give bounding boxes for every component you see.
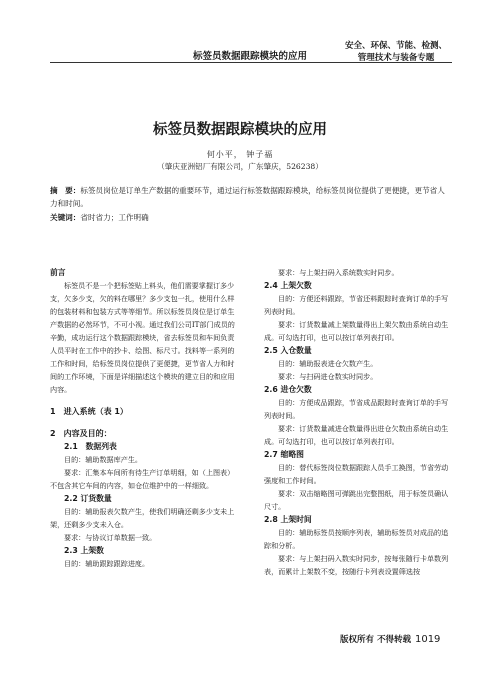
section-2-4-heading: 2.4 上架欠数	[264, 281, 312, 290]
page-number: 1019	[414, 634, 441, 645]
intro-heading: 前言	[50, 268, 66, 277]
section-2-7-heading: 2.7 缩略图	[264, 450, 304, 459]
section-1-heading: 1 进入系统（表 1）	[50, 407, 128, 416]
authors: 何小平， 钟子福	[206, 150, 274, 159]
section-label-line1: 安全、环保、节能、检测、	[344, 41, 447, 51]
section-2-5-requirement: 要求：与扫码进仓数实时同步。	[278, 372, 378, 381]
section-2-8-heading: 2.8 上架时间	[264, 515, 312, 524]
abstract-text: 标签员岗位是订单生产数据的重要环节，通过运行标签数据跟踪模块，给标签员岗位提供了更便捷，更节省人力和时间。	[50, 186, 445, 208]
section-2-3-requirement: 要求：与上架扫码入系统数实时同步。	[278, 268, 399, 277]
section-2-6-purpose: 目的：方便成品跟踪，节省成品跟踪时查询订单的手写列表时间。	[264, 398, 449, 420]
paper-title: 标签员数据跟踪模块的应用	[153, 122, 327, 138]
left-column	[50, 266, 238, 570]
header-rule	[50, 62, 452, 63]
section-2-8-purpose: 目的：辅助标签员按顺序列表，辅助标签员对成品的追踪和分析。	[264, 528, 449, 550]
right-column	[264, 266, 452, 578]
section-2-6-requirement: 要求：订货数量减进仓数量得出进仓欠数由系统自动生成。可勾选打印，也可以按订单列表打印。	[264, 424, 449, 446]
section-2-8-requirement: 要求：与上架扫码入数实时同步，按每张随行卡单数列表，而累计上架数不变，按随行卡列表设置筛选按	[264, 554, 449, 576]
section-2-2-requirement: 要求：与协议订单数据一致。	[64, 533, 157, 542]
section-label-line2: 管理技术与装备专题	[357, 53, 435, 63]
abstract-label: 摘 要：	[50, 186, 81, 195]
section-2-4-purpose: 目的：方便还料跟踪，节省还料跟踪时查询订单的手写列表时间。	[264, 294, 449, 316]
section-2-1-requirement: 要求：汇集本车间所有待生产订单明细，如（上图表）不包含其它车间的内容，如仓位维护中的一样细致。	[50, 468, 235, 490]
section-2-2-heading: 2.2 订货数量	[64, 494, 112, 503]
keywords-label: 关键词：	[50, 213, 81, 222]
section-label	[340, 40, 452, 64]
section-2-1-heading: 2.1 数据列表	[64, 442, 117, 451]
section-2-7-purpose: 目的：替代标签岗位数据跟踪人员手工换图，节省劳动强度和工作时间。	[264, 463, 449, 485]
section-2-heading: 2 内容及目的：	[50, 429, 112, 438]
section-2-3-purpose: 目的：辅助跟踪跟踪进度。	[64, 559, 150, 568]
intro-paragraph: 标签员不是一个把标签贴上料头，他们需要掌握订多少支，欠多少支，欠的料在哪里？多少支包一扎，使用什么样的包装材料和包装方式等等细节。所以标签员岗位是订单生产数据的必然环节，不可小视。通过我们公司IT部门成员的辛勤，成功运行这个数据跟踪模块，省去标签员和车间负责人员平时在工作中的抄卡、绘图、标尺寸。找料等一系列的工作和时间，给标签员岗位提供了更便捷，更节省人力和时间的工作环境，下面是详细描述这个模块的建立目的和应用内容。	[50, 281, 235, 394]
keywords	[50, 212, 149, 223]
running-title: 标签员数据跟踪模块的应用	[193, 51, 308, 62]
section-2-3-heading: 2.3 上架数	[64, 546, 104, 555]
section-2-2-purpose: 目的：辅助报表欠数产生，使我们明确还剩多少支未上架，还剩多少支未入仓。	[50, 507, 235, 529]
copyright-notice: 版权所有 不得转载	[340, 635, 411, 645]
section-2-7-requirement: 要求：双击缩略图可弹跳出完整图纸，用于标签员确认尺寸。	[264, 489, 449, 511]
section-2-6-heading: 2.6 进仓欠数	[264, 385, 312, 394]
affiliation: （肇庆亚洲铝厂有限公司，广东肇庆，526238）	[157, 162, 323, 171]
section-2-5-purpose: 目的：辅助报表进仓欠数产生。	[278, 359, 378, 368]
section-2-1-purpose: 目的：辅助数据库产生。	[64, 455, 143, 464]
abstract	[50, 184, 445, 210]
section-2-5-heading: 2.5 入仓数量	[264, 346, 312, 355]
keywords-text: 省时省力；工作明确	[80, 213, 149, 222]
section-2-4-requirement: 要求：订货数量减上架数量得出上架欠数由系统自动生成。可勾选打印，也可以按订单列表打印。	[264, 320, 449, 342]
page-footer	[340, 633, 440, 645]
